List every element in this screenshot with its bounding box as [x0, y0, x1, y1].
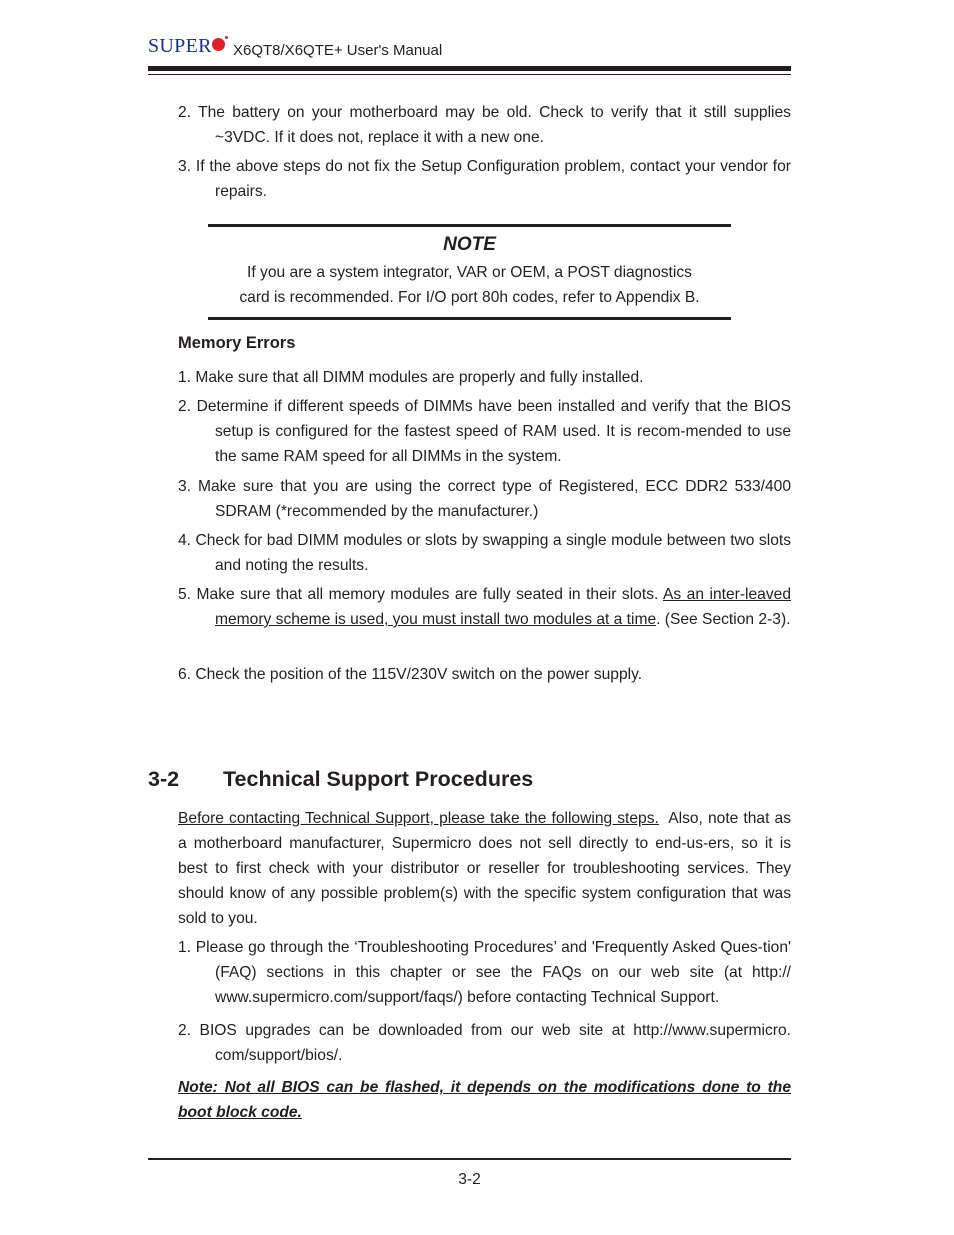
item-number: 2. [178, 104, 192, 121]
list-item [178, 662, 791, 687]
list-item [178, 582, 791, 632]
header-rule-thick [148, 66, 791, 71]
list-item [178, 528, 791, 578]
note-top-rule [208, 224, 731, 227]
item-text: Check the position of the 115V/230V switch on the power supply. [195, 666, 643, 683]
item-number: 4. [178, 532, 192, 549]
item-text: BIOS upgrades can be downloaded from our web site at http://www.supermicro. com/support/bios/. [199, 1022, 791, 1064]
bios-flash-note: Note: Not all BIOS can be flashed, it depends on the modifications done to the boot block code. [178, 1079, 791, 1121]
list-item [178, 100, 791, 150]
section-title [148, 766, 533, 792]
note-bottom-rule [208, 317, 731, 320]
list-item [178, 394, 791, 469]
logo-text: SUPER [148, 35, 212, 57]
page-number: 3-2 [458, 1171, 481, 1188]
item-text: Please go through the ‘Troubleshooting Procedures’ and 'Frequently Asked Ques-tion' (FAQ) sections in this chapter or see the FAQs on our web site (at http:// www.supermicro.com/support/faqs/) before contacting Technical Support. [195, 939, 791, 1006]
item-text: Check for bad DIMM modules or slots by swapping a single module between two slots and noting the results. [195, 532, 791, 574]
item-text-tail: . (See Section 2-3). [656, 611, 791, 628]
list-item [178, 1018, 791, 1068]
memory-errors-heading: Memory Errors [178, 334, 296, 352]
item-underlined-text: As an inter-leaved memory scheme is used, you must install two modules at a time [215, 586, 791, 628]
list-item [178, 935, 791, 1010]
note-line: card is recommended. For I/O port 80h codes, refer to Appendix B. [239, 289, 700, 306]
item-number: 1. [178, 939, 192, 956]
brand-logo [148, 34, 212, 58]
item-number: 3. [178, 478, 192, 495]
list-item [178, 474, 791, 524]
logo-trademark-icon [225, 36, 228, 39]
item-number: 2. [178, 1022, 192, 1039]
intro-text: Also, note that as a motherboard manufacturer, Supermicro does not sell directly to end-us-ers, so it is best to first check with your distributor or reseller for troubleshooting services. They should know of any possible problem(s) with the specific system configuration that was sold to you. [178, 810, 792, 927]
manual-title: X6QT8/X6QTE+ User's Manual [233, 42, 443, 59]
item-text: If the above steps do not fix the Setup Configuration problem, contact your vendor for repairs. [195, 158, 791, 200]
item-text: Make sure that all DIMM modules are properly and fully installed. [195, 369, 644, 386]
footer-rule [148, 1158, 791, 1160]
item-text: Make sure that you are using the correct type of Registered, ECC DDR2 533/400 SDRAM (*recommended by the manufacturer.) [197, 478, 791, 520]
item-number: 3. [178, 158, 192, 175]
list-item [178, 365, 791, 390]
item-text: Make sure that all memory modules are fully seated in their slots. [196, 586, 659, 603]
logo-dot-icon [212, 38, 225, 51]
section-intro [178, 806, 791, 931]
note-line: If you are a system integrator, VAR or OEM, a POST diagnostics [247, 264, 692, 281]
header-rule-thin [148, 74, 791, 75]
item-text: The battery on your motherboard may be old. Check to verify that it still supplies ~3VDC. If it does not, replace it with a new one. [198, 104, 791, 146]
section-number: 3-2 [148, 767, 180, 791]
item-number: 6. [178, 666, 192, 683]
item-text: Determine if different speeds of DIMMs have been installed and verify that the BIOS setup is configured for the fastest speed of RAM used. It is recom-mended to use the same RAM speed for all DIMMs in the system. [196, 398, 791, 465]
list-item [178, 154, 791, 204]
note-heading: NOTE [443, 234, 496, 255]
intro-underlined-text: Before contacting Technical Support, please take the following steps. [178, 810, 659, 827]
item-number: 5. [178, 586, 192, 603]
item-number: 1. [178, 369, 192, 386]
section-title-text: Technical Support Procedures [223, 767, 534, 791]
item-number: 2. [178, 398, 192, 415]
